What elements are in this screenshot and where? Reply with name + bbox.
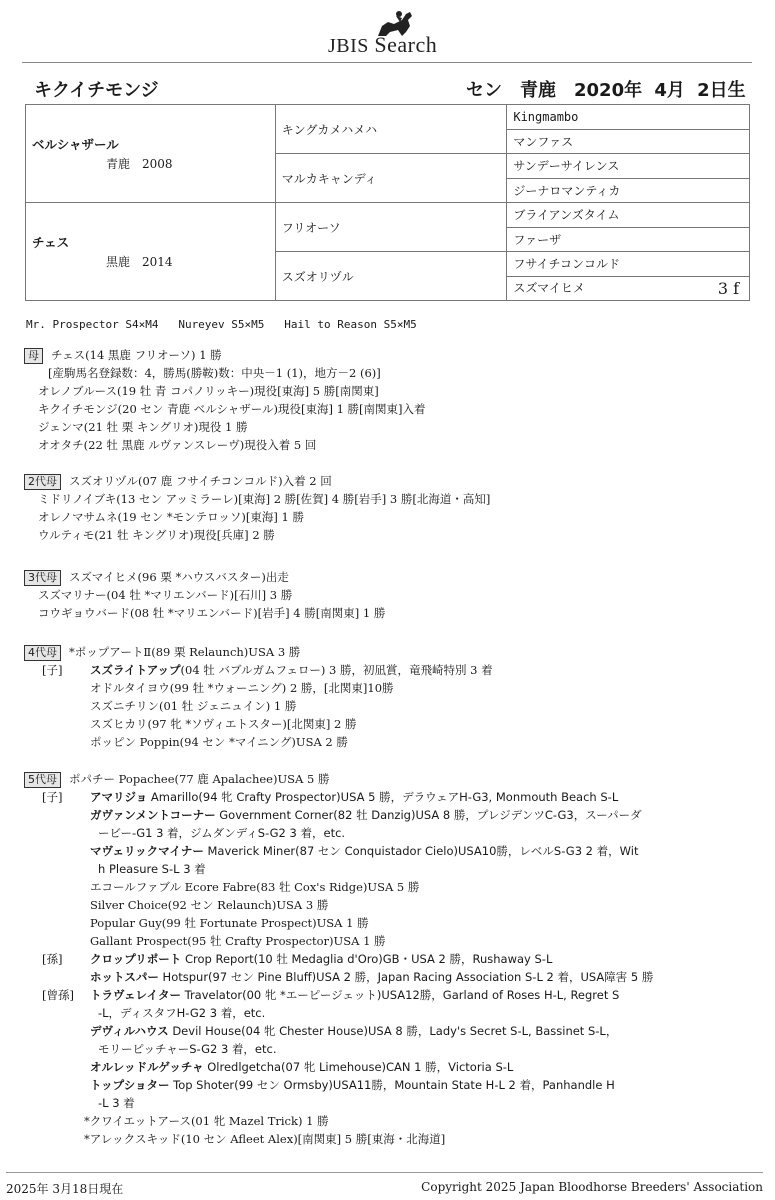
family-number: 3 f — [717, 278, 739, 298]
list-item-continued: ービー-G1 3 着，ジムダンディS-G2 3 着，etc. — [98, 826, 346, 840]
pedigree-g3-cell[interactable]: ジーナロマンティカ — [507, 178, 750, 203]
offspring-stats: [産駒馬名登録数：4，勝馬(勝鞍)数：中央－1 (1)，地方－2 (6)] — [48, 366, 381, 380]
sire-name[interactable]: ベルシャザール — [32, 137, 119, 152]
list-item[interactable]: スズマリナー(04 牡 *マリエンバード)[石川] 3 勝 — [38, 588, 293, 602]
second-dam-section — [24, 472, 744, 544]
list-item-text: Travelator(00 牝 *エーピージェット)USA12勝，Garland of Roses H-L, Regret S — [180, 988, 620, 1002]
section-head: スズマイヒメ(96 栗 *ハウスバスター)出走 — [69, 570, 289, 584]
list-item-continued: モリーピッチャーS-G2 3 着，etc. — [98, 1042, 277, 1056]
sire-detail: 青鹿 2008 — [106, 157, 173, 171]
pedigree-g3-cell[interactable]: Kingmambo — [507, 105, 750, 130]
pedigree-g3-cell[interactable]: ブライアンズタイム — [507, 203, 750, 228]
as-of-date: 2025年 3月18日現在 — [6, 1182, 124, 1196]
header-divider — [22, 62, 752, 63]
pedigree-g3-cell[interactable]: マンファス — [507, 129, 750, 154]
horse-link[interactable]: スズライトアップ — [90, 663, 181, 677]
section-head: *ポップアートⅡ(89 栗 Relaunch)USA 3 勝 — [69, 645, 301, 659]
pedigree-g3-cell[interactable]: フサイチコンコルド — [507, 252, 750, 277]
jbis-logo[interactable] — [328, 8, 458, 57]
pedigree-g3-name[interactable]: スズマイヒメ — [513, 280, 585, 295]
horse-name: キクイチモンジ — [34, 80, 159, 101]
list-item[interactable]: *クワイエットアース(01 牝 Mazel Trick) 1 勝 — [84, 1114, 329, 1128]
list-item-text: Top Shoter(99 セン Ormsby)USA11勝，Mountain State H-L 2 着，Panhandle H — [169, 1078, 615, 1092]
fourth-dam-section — [24, 643, 744, 751]
list-item[interactable]: オレノブルース(19 牡 青 コパノリッキー)現役[東海] 5 勝[南関東] — [38, 384, 379, 398]
horse-link[interactable]: クロップリポート — [90, 952, 182, 966]
horse-link[interactable]: デヴィルハウス — [90, 1024, 169, 1038]
horse-link[interactable]: トップショター — [90, 1078, 170, 1092]
inbreeding-note: Mr. Prospector S4×M4 Nureyev S5×M5 Hail to Reason S5×M5 — [26, 318, 417, 331]
list-item-continued: -L 3 着 — [98, 1096, 135, 1110]
horse-info: セン 青鹿 2020年 4月 2日生 — [466, 80, 746, 101]
list-item[interactable]: オオタチ(22 牡 黒鹿 ルヴァンスレーヴ)現役入着 5 回 — [38, 438, 317, 452]
horse-link[interactable]: ガヴァンメントコーナー — [90, 808, 216, 822]
list-item[interactable]: コウギョウバード(08 牡 *マリエンバード)[岩手] 4 勝[南関東] 1 勝 — [38, 606, 386, 620]
pedigree-g3-cell[interactable]: ファーザ — [507, 227, 750, 252]
pedigree-g2-cell[interactable]: フリオーソ — [275, 203, 507, 252]
horse-link[interactable]: ホットスパー — [90, 970, 159, 984]
relation-label: [子] — [42, 663, 63, 677]
list-item[interactable]: ウルティモ(21 牡 キングリオ)現役[兵庫] 2 勝 — [38, 528, 275, 542]
pedigree-g3-cell[interactable]: サンデーサイレンス — [507, 154, 750, 179]
list-item[interactable]: オドルタイヨウ(99 牡 *ウォーニング) 2 勝，[北関東]10勝 — [90, 681, 394, 695]
list-item[interactable]: キクイチモンジ(20 セン 青鹿 ベルシャザール)現役[東海] 1 勝[南関東]入着 — [38, 402, 426, 416]
list-item[interactable]: ジェンマ(21 牡 栗 キングリオ)現役 1 勝 — [38, 420, 248, 434]
list-item[interactable]: *アレックスキッド(10 セン Afleet Alex)[南関東] 5 勝[東海・北海道] — [84, 1132, 446, 1146]
dam-cell — [26, 203, 276, 301]
list-item[interactable]: スズヒカリ(97 牝 *ソヴィエトスター)[北関東] 2 勝 — [90, 717, 357, 731]
sire-cell — [26, 105, 276, 203]
list-item-continued: h Pleasure S-L 3 着 — [98, 862, 206, 876]
pedigree-g3-cell — [507, 276, 750, 301]
list-item[interactable]: スズニチリン(01 牡 ジェニュイン) 1 勝 — [90, 699, 297, 713]
section-tag: 2代母 — [24, 474, 61, 490]
horse-link[interactable]: トラヴェレイター — [90, 988, 181, 1002]
list-item-text: (04 牡 バブルガムフェロー) 3 勝，初凪賞，竜飛崎特別 3 着 — [180, 663, 493, 677]
list-item-text: Olredlgetcha(07 牝 Limehouse)CAN 1 勝，Victoria S-L — [203, 1060, 514, 1074]
relation-label: [孫] — [42, 952, 63, 966]
pedigree-g2-cell[interactable]: マルカキャンディ — [275, 154, 507, 203]
pedigree-g2-cell[interactable]: スズオリヅル — [275, 252, 507, 301]
section-tag: 4代母 — [24, 645, 61, 661]
list-item[interactable]: Gallant Prospect(95 牡 Crafty Prospector)USA 1 勝 — [90, 934, 386, 948]
section-head: ポパチー Popachee(77 鹿 Apalachee)USA 5 勝 — [69, 772, 330, 786]
list-item-text: Maverick Miner(87 セン Conquistador Cielo)USA10勝，レベルS-G3 2 着，Wit — [203, 844, 639, 858]
list-item[interactable]: ポッピン Poppin(94 セン *マイニング)USA 2 勝 — [90, 735, 348, 749]
footer-divider — [6, 1172, 763, 1173]
list-item-text: Crop Report(10 牡 Medaglia d'Oro)GB・USA 2 勝，Rushaway S-L — [181, 952, 553, 966]
pedigree-g2-cell[interactable]: キングカメハメハ — [275, 105, 507, 154]
horse-link[interactable]: アマリジョ — [90, 790, 148, 804]
list-item[interactable]: オレノマサムネ(19 セン *モンテロッソ)[東海] 1 勝 — [38, 510, 305, 524]
section-head: スズオリヅル(07 鹿 フサイチコンコルド)入着 2 回 — [69, 474, 332, 488]
relation-label: [子] — [42, 790, 63, 804]
third-dam-section — [24, 568, 744, 622]
logo-text: JBIS Search — [328, 32, 438, 57]
horse-link[interactable]: マヴェリックマイナー — [90, 844, 204, 858]
list-item-text: Hotspur(97 セン Pine Bluff)USA 2 勝，Japan Racing Association S-L 2 着，USA障害 5 勝 — [158, 970, 654, 984]
list-item[interactable]: Silver Choice(92 セン Relaunch)USA 3 勝 — [90, 898, 329, 912]
dam-name[interactable]: チェス — [32, 235, 70, 250]
pedigree-table — [25, 104, 750, 301]
fifth-dam-section — [24, 770, 744, 1148]
horse-link[interactable]: オルレッドルゲッチャ — [90, 1060, 204, 1074]
list-item[interactable]: ミドリノイブキ(13 セン アッミラーレ)[東海] 2 勝[佐賀] 4 勝[岩手] 3 勝[北海道・高知] — [38, 492, 491, 506]
relation-label: [曾孫] — [42, 988, 74, 1002]
list-item[interactable]: Popular Guy(99 牡 Fortunate Prospect)USA 1 勝 — [90, 916, 369, 930]
list-item-text: Government Corner(82 牡 Danzig)USA 8 勝，プレジデンツC-G3，スーパーダ — [215, 808, 642, 822]
section-head: チェス(14 黒鹿 フリオーソ) 1 勝 — [51, 348, 222, 362]
section-tag: 3代母 — [24, 570, 61, 586]
list-item-text: Amarillo(94 牝 Crafty Prospector)USA 5 勝，デラウェアH-G3, Monmouth Beach S-L — [147, 790, 619, 804]
list-item-text: Devil House(04 牝 Chester House)USA 8 勝，Lady's Secret S-L, Bassinet S-L， — [168, 1024, 618, 1038]
section-tag: 5代母 — [24, 772, 61, 788]
dam-detail: 黒鹿 2014 — [106, 255, 173, 269]
dam-section — [24, 346, 744, 454]
copyright: Copyright 2025 Japan Bloodhorse Breeders' Association — [421, 1180, 763, 1194]
list-item[interactable]: エコールファブル Ecore Fabre(83 牡 Cox's Ridge)USA 5 勝 — [90, 880, 420, 894]
section-tag: 母 — [24, 348, 43, 364]
list-item-continued: -L，ディスタフH-G2 3 着，etc. — [98, 1006, 266, 1020]
